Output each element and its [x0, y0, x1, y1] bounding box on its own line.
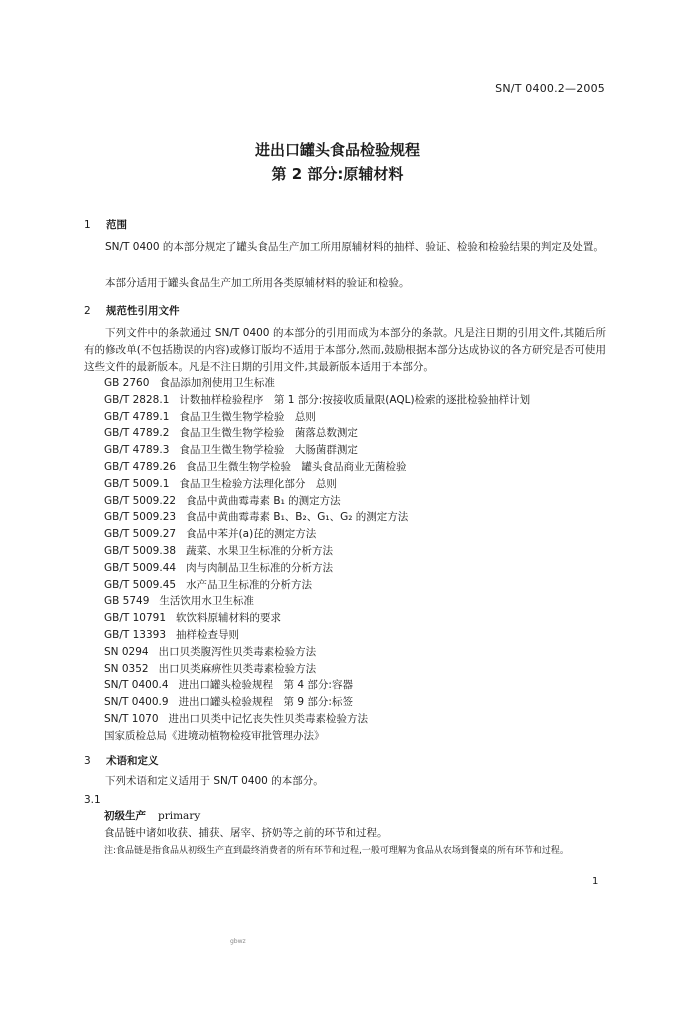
reference-code: GB/T 4789.1	[104, 410, 170, 423]
reference-item	[104, 442, 530, 459]
reference-title: 蔬菜、水果卫生标准的分析方法	[186, 544, 334, 557]
reference-title: 国家质检总局《进境动植物检疫审批管理办法》	[104, 729, 325, 742]
section-2-heading	[84, 303, 180, 318]
reference-item	[104, 476, 530, 493]
reference-item	[104, 627, 530, 644]
reference-item	[104, 392, 530, 409]
scan-watermark: gbwz	[230, 938, 246, 945]
reference-title: 食品卫生微生物学检验 菌落总数测定	[179, 427, 358, 440]
reference-code: SN/T 0400.9	[104, 696, 169, 709]
reference-title: 软饮料原辅材料的要求	[176, 612, 282, 625]
reference-code: SN 0294	[104, 645, 149, 658]
reference-item	[104, 593, 530, 610]
section-number: 2	[84, 305, 91, 317]
reference-title: 进出口罐头检验规程 第 9 部分:标签	[178, 696, 353, 709]
reference-code: GB/T 2828.1	[104, 393, 170, 406]
reference-item	[104, 694, 530, 711]
terms-intro: 下列术语和定义适用于 SN/T 0400 的本部分。	[105, 775, 324, 787]
section-title: 范围	[106, 219, 127, 231]
section-3-heading	[84, 753, 159, 768]
term-number: 3.1	[84, 794, 101, 806]
reference-code: SN/T 0400.4	[104, 679, 169, 692]
reference-item	[104, 509, 530, 526]
reference-item	[104, 493, 530, 510]
reference-item	[104, 661, 530, 678]
reference-code: GB/T 5009.38	[104, 544, 177, 557]
reference-title: 水产品卫生标准的分析方法	[186, 578, 313, 591]
reference-title: 食品卫生检验方法理化部分 总则	[179, 477, 337, 490]
document-subtitle: 第 2 部分:原辅材料	[271, 165, 404, 183]
reference-item	[104, 577, 530, 594]
section-number: 3	[84, 755, 91, 767]
reference-item	[104, 375, 530, 392]
reference-title: 食品卫生微生物学检验 罐头食品商业无菌检验	[186, 460, 407, 473]
page-number: 1	[592, 876, 599, 887]
reference-title: 食品卫生微生物学检验 总则	[179, 410, 316, 423]
term-english: primary	[158, 810, 201, 822]
reference-title: 食品卫生微生物学检验 大肠菌群测定	[179, 444, 358, 457]
reference-item	[104, 409, 530, 426]
reference-code: GB/T 4789.26	[104, 460, 177, 473]
term-chinese: 初级生产	[104, 810, 146, 822]
reference-item	[104, 728, 530, 745]
reference-title: 计数抽样检验程序 第 1 部分:按接收质量限(AQL)检索的逐批检验抽样计划	[179, 393, 531, 406]
reference-code: SN 0352	[104, 662, 149, 675]
section-1-heading	[84, 217, 127, 232]
reference-title: 食品添加剂使用卫生标准	[159, 377, 275, 389]
scope-paragraph-2: 本部分适用于罐头食品生产加工所用各类原辅材料的验证和检验。	[105, 277, 410, 289]
document-code: SN/T 0400.2—2005	[495, 82, 605, 95]
reference-item	[104, 711, 530, 728]
reference-item	[104, 526, 530, 543]
reference-title: 进出口罐头检验规程 第 4 部分:容器	[178, 679, 353, 692]
reference-title: 食品中苯并(a)芘的测定方法	[186, 528, 317, 541]
reference-item	[104, 459, 530, 476]
reference-code: GB/T 5009.23	[104, 511, 177, 524]
reference-code: GB/T 4789.2	[104, 427, 170, 440]
reference-item	[104, 610, 530, 627]
reference-title: 出口贝类腹泻性贝类毒素检验方法	[158, 645, 317, 658]
reference-code: GB/T 5009.22	[104, 494, 177, 507]
reference-code: GB/T 5009.27	[104, 528, 177, 541]
reference-code: GB 2760	[104, 377, 150, 389]
reference-code: GB 5749	[104, 595, 150, 608]
reference-code: GB/T 5009.44	[104, 561, 177, 574]
reference-title: 生活饮用水卫生标准	[159, 595, 254, 608]
reference-title: 肉与肉制品卫生标准的分析方法	[186, 561, 334, 574]
term-heading	[104, 808, 200, 823]
document-title: 进出口罐头食品检验规程	[254, 141, 420, 159]
reference-title: 食品中黄曲霉毒素 B₁、B₂、G₁、G₂ 的测定方法	[186, 511, 409, 524]
term-definition: 食品链中诸如收获、捕获、屠宰、挤奶等之前的环节和过程。	[104, 827, 388, 839]
reference-item	[104, 560, 530, 577]
reference-item	[104, 543, 530, 560]
reference-title: 抽样检查导则	[176, 628, 240, 641]
normative-references-intro: 下列文件中的条款通过 SN/T 0400 的本部分的引用而成为本部分的条款。凡是注日期的引用文件,其随后所有的修改单(不包括勘误的内容)或修订版均不适用于本部分,然而,鼓励根据本部分达成协议的各方研究是否可使用这些文件的最新版本。凡是不注日期的引用文件,其最新版本适用于本部分。	[84, 327, 606, 373]
reference-code: GB/T 4789.3	[104, 444, 170, 457]
reference-item	[104, 677, 530, 694]
reference-code: GB/T 5009.1	[104, 477, 170, 490]
reference-title: 进出口贝类中记忆丧失性贝类毒素检验方法	[168, 712, 369, 725]
reference-item	[104, 425, 530, 442]
reference-title: 出口贝类麻痹性贝类毒素检验方法	[158, 662, 317, 675]
reference-code: GB/T 5009.45	[104, 578, 177, 591]
reference-item	[104, 644, 530, 661]
reference-title: 食品中黄曲霉毒素 B₁ 的测定方法	[186, 494, 341, 507]
reference-code: GB/T 10791	[104, 612, 167, 625]
reference-list	[104, 375, 530, 745]
section-number: 1	[84, 219, 91, 231]
reference-code: SN/T 1070	[104, 712, 159, 725]
section-title: 术语和定义	[106, 755, 159, 767]
reference-code: GB/T 13393	[104, 628, 167, 641]
section-title: 规范性引用文件	[106, 305, 180, 317]
scope-paragraph-1: SN/T 0400 的本部分规定了罐头食品生产加工所用原辅材料的抽样、验证、检验和检验结果的判定及处置。	[105, 241, 604, 253]
term-note: 注:食品链是指食品从初级生产直到最终消费者的所有环节和过程,一般可理解为食品从农场到餐桌的所有环节和过程。	[104, 846, 569, 856]
